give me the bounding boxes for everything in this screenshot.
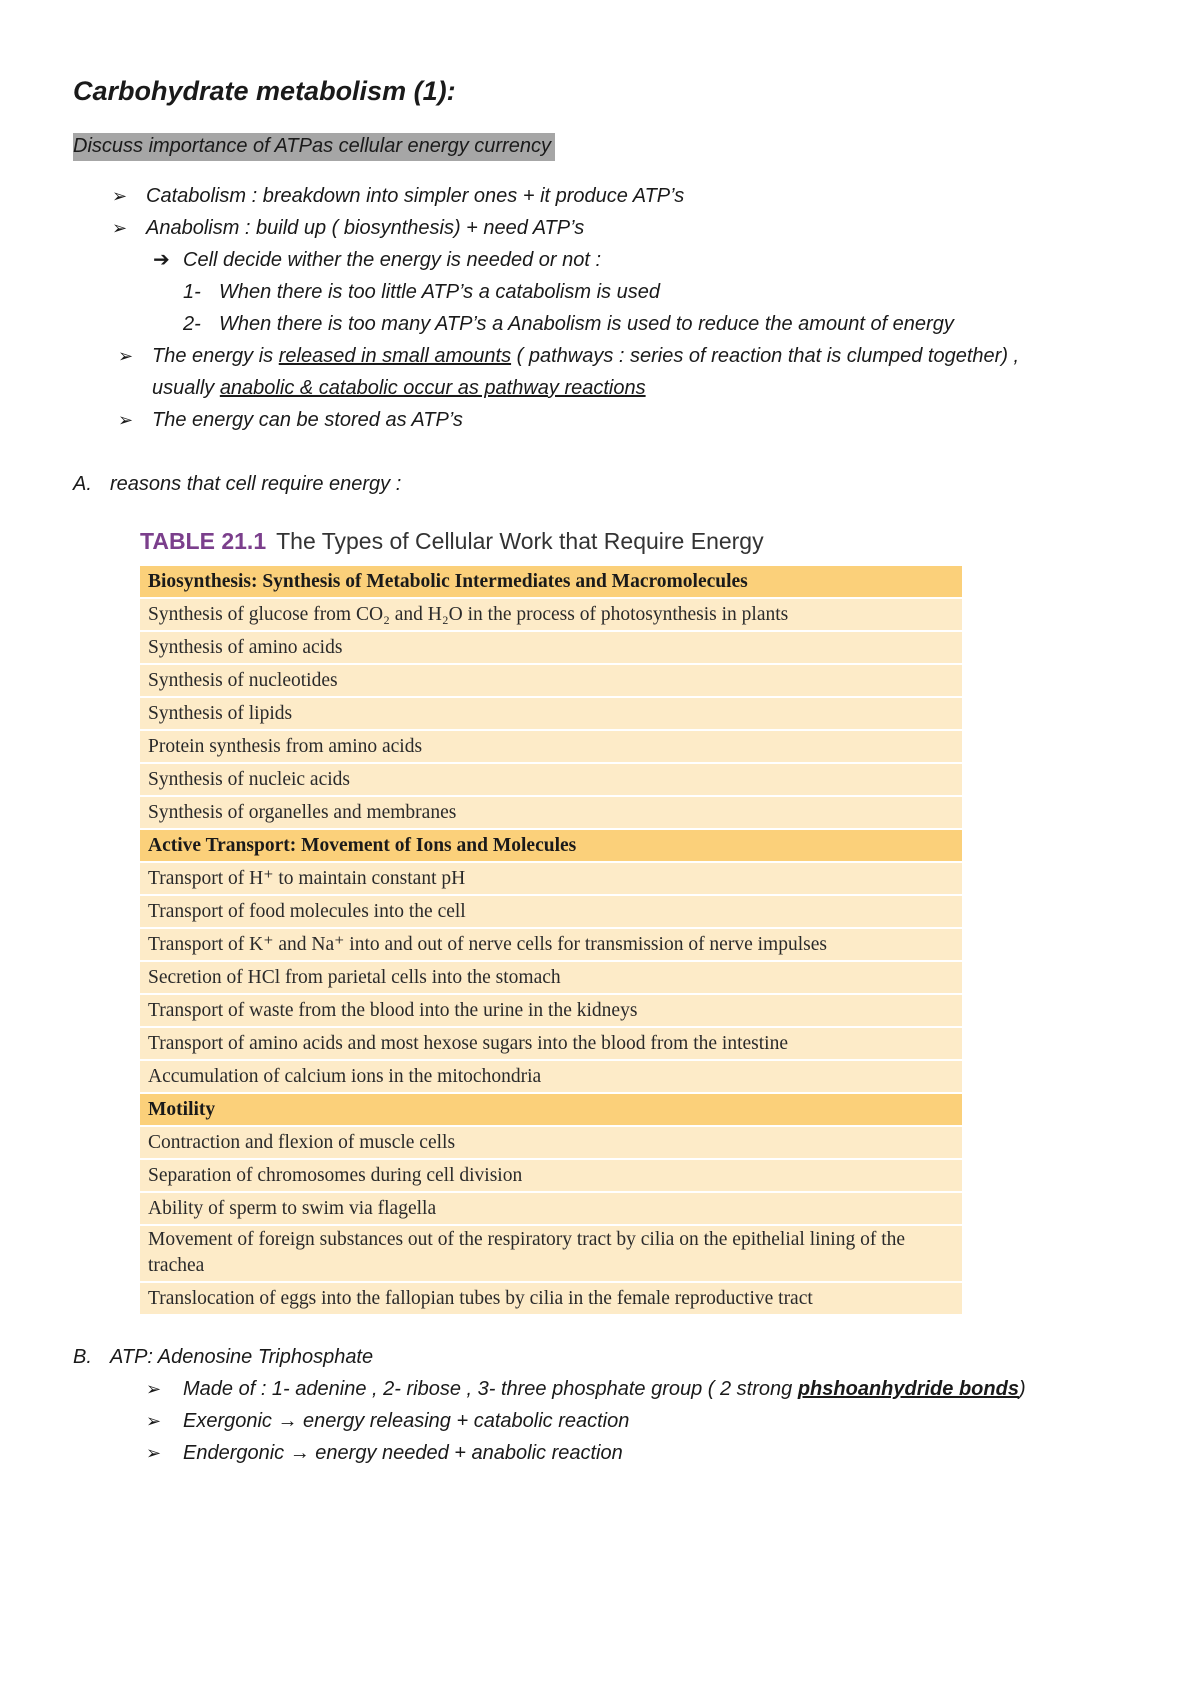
table-row: Transport of K⁺ and Na⁺ into and out of nerve cells for transmission of nerve impulses [140, 929, 962, 962]
energy-text-pre: The energy is [152, 345, 279, 367]
energy-text-post: ( pathways : series of reaction that is clumped together) , [511, 345, 1020, 367]
table-row: Transport of food molecules into the cell [140, 896, 962, 929]
table-row: Transport of waste from the blood into the urine in the kidneys [140, 995, 962, 1028]
page-title: Carbohydrate metabolism (1): [73, 76, 456, 106]
bullet-energy-usually [152, 376, 646, 400]
bullet-made-of [183, 1377, 1026, 1401]
made-of-text-post: ) [1018, 1378, 1026, 1400]
arrow-bullet-icon: ➢ [118, 410, 134, 430]
table-row: Synthesis of organelles and membranes [140, 797, 962, 830]
bullet-energy-released [152, 344, 1019, 368]
table-row: Movement of foreign substances out of the respiratory tract by cilia on the epithelial lining of the trachea [140, 1226, 962, 1283]
table-row: Contraction and flexion of muscle cells [140, 1127, 962, 1160]
table-row: Synthesis of nucleotides [140, 665, 962, 698]
table-row: Translocation of eggs into the fallopian tubes by cilia in the female reproductive tract [140, 1283, 962, 1316]
numbered-item-2-number: 2- [183, 313, 201, 335]
arrow-bullet-icon: ➢ [146, 1379, 162, 1399]
made-of-text-bold: phshoanhydride bonds [797, 1378, 1019, 1400]
table-row: Protein synthesis from amino acids [140, 731, 962, 764]
table-row: Synthesis of amino acids [140, 632, 962, 665]
usually-text-pre: usually [152, 377, 220, 399]
table-row: Secretion of HCl from parietal cells into the stomach [140, 962, 962, 995]
arrow-bullet-icon: ➢ [112, 186, 128, 206]
bullet-energy-stored: The energy can be stored as ATP’s [152, 409, 463, 431]
highlighted-subtitle: Discuss importance of ATPas cellular energy currency [73, 133, 555, 161]
table-row: Ability of sperm to swim via flagella [140, 1193, 962, 1226]
table-section-header: Active Transport: Movement of Ions and Molecules [140, 830, 962, 863]
right-arrow-icon: ➔ [153, 249, 170, 271]
arrow-bullet-icon: ➢ [118, 346, 134, 366]
numbered-item-1-number: 1- [183, 281, 201, 303]
bullet-endergonic: Endergonic → energy needed + anabolic reaction [183, 1442, 623, 1464]
energy-text-underlined: released in small amounts [278, 345, 512, 367]
table-row: Synthesis of lipids [140, 698, 962, 731]
bullet-catabolism: Catabolism : breakdown into simpler ones + it produce ATP’s [146, 185, 685, 207]
section-a-label: A. [73, 473, 92, 495]
made-of-text-pre: Made of : 1- adenine , 2- ribose , 3- three phosphate group ( 2 strong [183, 1378, 798, 1400]
bullet-cell-decide: Cell decide wither the energy is needed or not : [183, 249, 602, 271]
table-number: TABLE 21.1 [140, 528, 267, 554]
section-a-text: reasons that cell require energy : [110, 473, 402, 495]
bullet-anabolism: Anabolism : build up ( biosynthesis) + need ATP’s [146, 217, 585, 239]
table-caption [140, 528, 764, 555]
table-row: Transport of amino acids and most hexose sugars into the blood from the intestine [140, 1028, 962, 1061]
arrow-bullet-icon: ➢ [146, 1411, 162, 1431]
section-b-label: B. [73, 1346, 92, 1368]
table-row: Synthesis of glucose from CO₂ and H₂O in the process of photosynthesis in plants [140, 599, 962, 632]
table-caption-text: The Types of Cellular Work that Require Energy [276, 528, 764, 554]
arrow-bullet-icon: ➢ [112, 218, 128, 238]
table-row: Synthesis of nucleic acids [140, 764, 962, 797]
numbered-item-1: When there is too little ATP’s a catabolism is used [219, 281, 660, 303]
table-section-header: Motility [140, 1094, 962, 1127]
numbered-item-2: When there is too many ATP’s a Anabolism is used to reduce the amount of energy [219, 313, 954, 335]
cellular-work-table [140, 566, 962, 1316]
table-row: Transport of H⁺ to maintain constant pH [140, 863, 962, 896]
table-row: Separation of chromosomes during cell division [140, 1160, 962, 1193]
arrow-bullet-icon: ➢ [146, 1443, 162, 1463]
table-row: Accumulation of calcium ions in the mitochondria [140, 1061, 962, 1094]
bullet-exergonic: Exergonic → energy releasing + catabolic reaction [183, 1410, 630, 1432]
section-b-text: ATP: Adenosine Triphosphate [110, 1346, 374, 1368]
table-section-header: Biosynthesis: Synthesis of Metabolic Intermediates and Macromolecules [140, 566, 962, 599]
usually-text-underlined: anabolic & catabolic occur as pathway reactions [219, 377, 646, 399]
